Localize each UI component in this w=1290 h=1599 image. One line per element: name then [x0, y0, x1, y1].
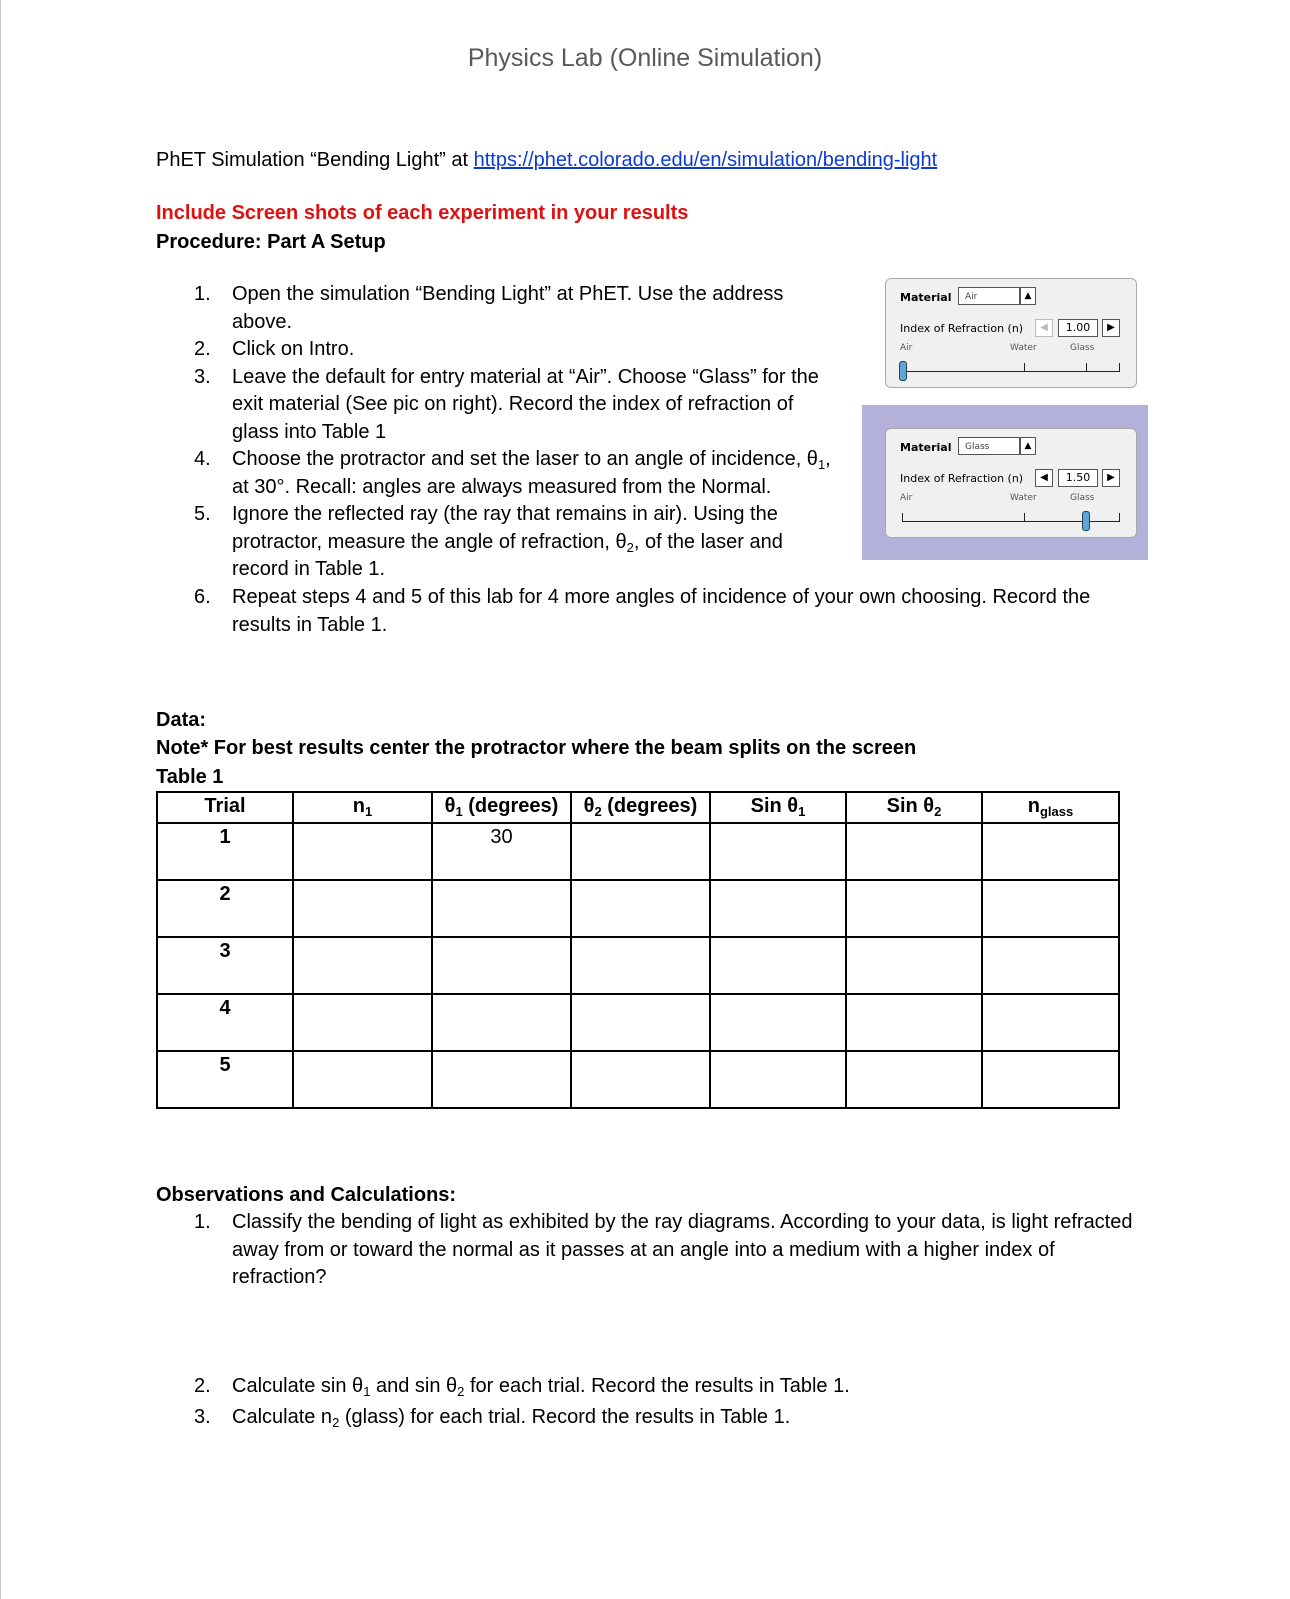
col-sin-theta1: Sin $\theta_1$ — [710, 792, 846, 823]
ior-value: 1.50 — [1058, 469, 1098, 487]
tick-label-glass: Glass — [1070, 493, 1095, 503]
table-header-row — [157, 792, 1119, 823]
page-edge — [0, 0, 1, 1599]
procedure-heading: Procedure: Part A Setup — [156, 231, 386, 253]
data-table — [156, 791, 1120, 1109]
material-select[interactable]: Glass — [958, 437, 1020, 455]
tick-label-water: Water — [1010, 343, 1037, 353]
step-item: 4. Choose the protractor and set the laser to an angle of incidence, $\theta_1$, at 30°. Recall: angles are always measured from the Normal. — [194, 448, 831, 498]
col-n-glass: $n_{glass}$ — [982, 792, 1119, 823]
observation-item: 2. Calculate $\sin \theta_1$ and $\sin \theta_2$ for each trial. Record the results in Table 1. — [194, 1375, 850, 1399]
increase-arrow-icon[interactable]: ▶ — [1102, 319, 1120, 337]
slider-tick — [1119, 513, 1120, 521]
tick-label-water: Water — [1010, 493, 1037, 503]
dropdown-arrow-icon[interactable]: ▲ — [1020, 287, 1036, 305]
table-row: 1 30 — [157, 823, 1119, 880]
ior-value: 1.00 — [1058, 319, 1098, 337]
screenshot-warning: Include Screen shots of each experiment in your results — [156, 202, 689, 224]
page-title: Physics Lab (Online Simulation) — [467, 44, 823, 72]
table-row: 5 — [157, 1051, 1119, 1108]
tick-label-air: Air — [900, 343, 913, 353]
table-title: Table 1 — [156, 766, 224, 788]
col-theta2: $\theta_2$ (degrees) — [571, 792, 710, 823]
col-sin-theta2: Sin $\theta_2$ — [846, 792, 982, 823]
step-item: 5. Ignore the reflected ray (the ray that remains in air). Using the protractor, measure the angle of refraction, $\theta_2$, of the laser and record in Table 1. — [194, 503, 783, 580]
ior-slider-track[interactable] — [902, 371, 1120, 372]
intro-line — [156, 146, 937, 174]
decrease-arrow-icon[interactable]: ◀ — [1035, 469, 1053, 487]
slider-tick — [1024, 513, 1025, 521]
data-heading: Data: — [156, 709, 207, 731]
observation-item: 1. Classify the bending of light as exhibited by the ray diagrams. According to your data, is light refracted away from or toward the normal as it passes at an angle into a medium with a higher index of refraction? — [194, 1211, 1133, 1288]
protractor-note: Note* For best results center the protractor where the beam splits on the screen — [156, 737, 917, 759]
table-row: 2 — [157, 880, 1119, 937]
material-panel-glass — [885, 428, 1137, 538]
step-item: 3. Leave the default for entry material at “Air”. Choose “Glass” for the exit material (See pic on right). Record the index of refraction of glass into Table 1 — [194, 365, 819, 443]
slider-tick — [902, 513, 903, 521]
step-item: 2. Click on Intro. — [194, 338, 355, 360]
calculations-list — [194, 1373, 1134, 1431]
slider-tick — [1086, 363, 1087, 371]
decrease-arrow-icon[interactable]: ◀ — [1035, 319, 1053, 337]
increase-arrow-icon[interactable]: ▶ — [1102, 469, 1120, 487]
col-trial: Trial — [157, 792, 293, 823]
material-panel-air — [885, 278, 1137, 388]
ior-label: Index of Refraction (n) — [900, 472, 1024, 485]
tick-label-glass: Glass — [1070, 343, 1095, 353]
dropdown-arrow-icon[interactable]: ▲ — [1020, 437, 1036, 455]
material-label: Material — [900, 291, 952, 304]
procedure-steps-continued — [194, 584, 1154, 639]
col-n1: $n_1$ — [293, 792, 432, 823]
intro-text: PhET Simulation “Bending Light” at — [156, 149, 474, 171]
ior-slider-thumb[interactable] — [899, 361, 907, 381]
observations-list — [194, 1209, 1134, 1292]
step-item: 6. Repeat steps 4 and 5 of this lab for 4 more angles of incidence of your own choosing. Record the results in Table 1. — [194, 586, 1091, 636]
slider-tick — [1024, 363, 1025, 371]
observation-item: 3. Calculate $n_2$ (glass) for each trial. Record the results in Table 1. — [194, 1405, 791, 1430]
material-label: Material — [900, 441, 952, 454]
ior-slider-thumb[interactable] — [1082, 511, 1090, 531]
table-row: 3 — [157, 937, 1119, 994]
table-row: 4 — [157, 994, 1119, 1051]
simulation-link[interactable]: https://phet.colorado.edu/en/simulation/bending-light — [473, 149, 938, 171]
material-select[interactable]: Air — [958, 287, 1020, 305]
ior-label: Index of Refraction (n) — [900, 322, 1024, 335]
step-item: 1. Open the simulation “Bending Light” at PhET. Use the address above. — [194, 283, 784, 333]
col-theta1: $\theta_1$ (degrees) — [432, 792, 571, 823]
procedure-steps — [194, 281, 834, 584]
tick-label-air: Air — [900, 493, 913, 503]
observations-heading: Observations and Calculations: — [156, 1184, 457, 1206]
slider-tick — [1119, 363, 1120, 371]
